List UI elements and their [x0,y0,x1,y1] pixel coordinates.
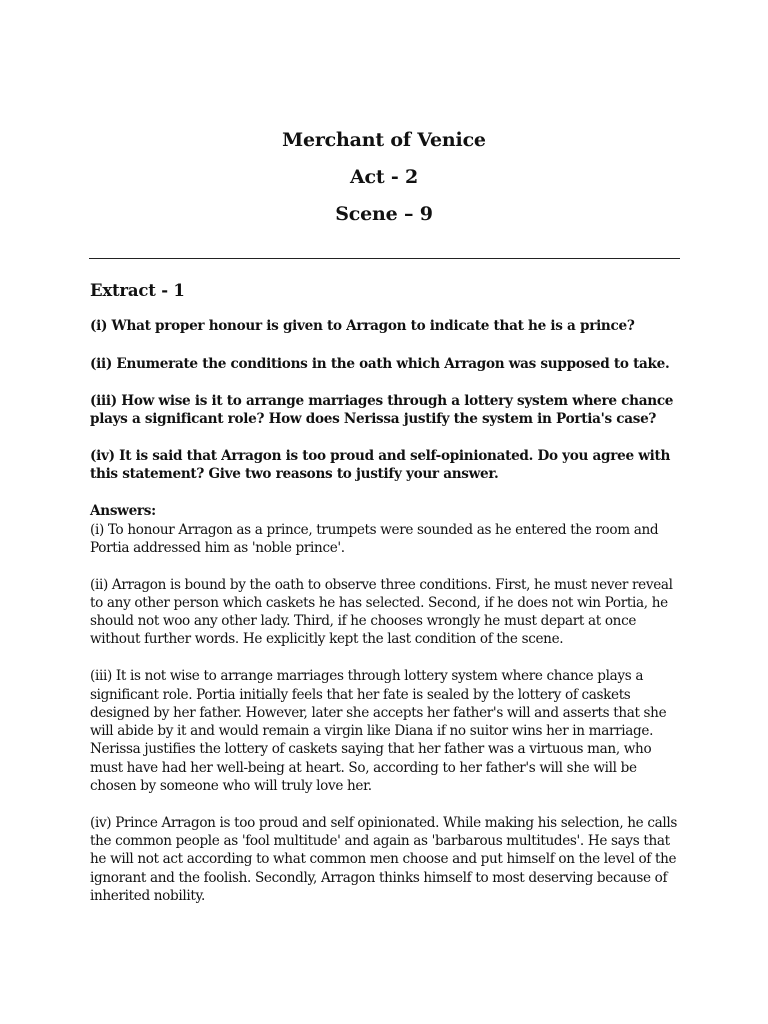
answer-4: (iv) Prince Arragon is too proud and self opinionated. While making his selection, he calls the common people as 'fool multitude' and again as 'barbarous multitudes'. He says that he will not act according to what common men choose and put himself on the level of the ignorant and the foolish. Secondly, Arragon thinks himself to most deserving because of inherited nobility. [90,814,677,905]
answers-heading: Answers: [90,503,156,519]
answer-1: (i) To honour Arragon as a prince, trumpets were sounded as he entered the room and Portia addressed him as 'noble prince'. [90,521,659,556]
title-block [0,122,768,233]
document-body [90,280,680,924]
answer-3: (iii) It is not wise to arrange marriages through lottery system where chance plays a significant role. Portia initially feels that her fate is sealed by the lottery of caskets designed by her father. However, later she accepts her father's will and asserts that she will abide by it and would remain a virgin like Diana if no suitor wins her in marriage. Nerissa justifies the lottery of caskets saying that her father was a virtuous man, who must have had her well-being at heart. So, according to her father's will she will be chosen by someone who will truly love her. [90,668,667,795]
question-1: (i) What proper honour is given to Arragon to indicate that he is a prince? [90,318,635,334]
document-title: Merchant of Venice [282,129,486,151]
answer-2: (ii) Arragon is bound by the oath to observe three conditions. First, he must never reveal to any other person which caskets he has selected. Second, if he does not win Portia, he should not woo any other lady. Third, if he chooses wrongly he must depart at once without further words. He explicitly kept the last condition of the scene. [90,576,673,648]
question-4: (iv) It is said that Arragon is too proud and self-opinionated. Do you agree with this statement? Give two reasons to justify your answer. [90,448,671,482]
question-2: (ii) Enumerate the conditions in the oath which Arragon was supposed to take. [90,355,670,372]
act-heading: Act - 2 [349,166,419,188]
extract-heading: Extract - 1 [90,281,185,300]
scene-heading: Scene – 9 [335,203,433,225]
question-3: (iii) How wise is it to arrange marriages through a lottery system where chance plays a significant role? How does Nerissa justify the system in Portia's case? [90,393,674,427]
horizontal-divider [89,258,680,259]
